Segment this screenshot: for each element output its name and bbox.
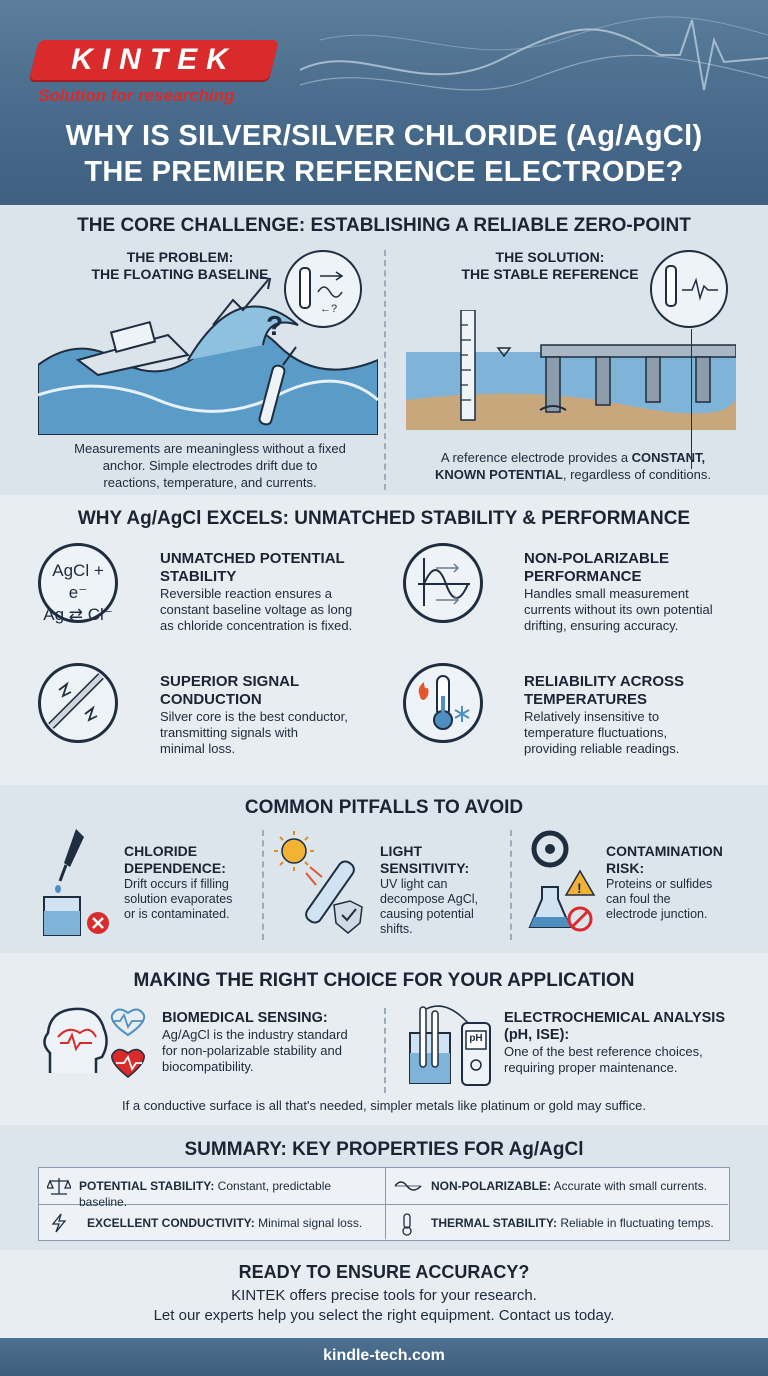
thermometer-icon (397, 1212, 417, 1236)
equation-bottom: Ag ⇄ Cl⁻ (43, 605, 113, 624)
pitfall-contamination-risk: CONTAMINATION RISK: Proteins or sulfides can foul the electrode junction. (606, 843, 723, 921)
brain-heart-icon (40, 1003, 155, 1083)
dropper-beaker-icon (40, 827, 120, 939)
header-banner (0, 0, 768, 205)
application-choice-section (0, 953, 768, 1125)
svg-text:?: ? (266, 310, 284, 341)
pitfall-light-sensitivity: LIGHT SENSITIVITY: UV light can decompose AgCl, causing potential shifts. (380, 843, 478, 936)
reaction-equation-icon (38, 543, 118, 623)
summary-thermal-stability: THERMAL STABILITY: Reliable in fluctuating temps. (431, 1216, 714, 1230)
core-challenge-section (0, 205, 768, 495)
problem-description: Measurements are meaningless without a fixed anchor. Simple electrodes drift due to reactions, temperature, and currents. (74, 441, 346, 490)
feature-potential-stability: UNMATCHED POTENTIAL STABILITY Reversible reaction ensures a constant baseline voltage as long as chloride concentration is fixed. (160, 550, 353, 633)
footer-website-link[interactable]: kindle-tech.com (323, 1347, 445, 1364)
cta-section (0, 1250, 768, 1338)
svg-text:←?: ←? (320, 303, 338, 315)
sine-wave-arrows-icon (403, 543, 483, 623)
choice-divider (384, 1008, 386, 1093)
biomedical-sensing-block: BIOMEDICAL SENSING: Ag/AgCl is the industry standard for non-polarizable stability and biocompatibility. (162, 1010, 348, 1074)
electrochemical-analysis-block: ELECTROCHEMICAL ANALYSIS (pH, ISE): One of the best reference choices, requiring proper maintenance. (504, 1010, 726, 1075)
feature-temperature-reliability: RELIABILITY ACROSS TEMPERATURES Relatively insensitive to temperature fluctuations, providing reliable readings. (524, 673, 685, 756)
feature-non-polarizable: NON-POLARIZABLE PERFORMANCE Handles small measurement currents without its own potential drifting, ensuring accuracy. (524, 550, 713, 633)
excels-heading: WHY Ag/AgCl EXCELS: UNMATCHED STABILITY & PERFORMANCE (77, 508, 691, 529)
balance-scale-icon (47, 1176, 71, 1196)
pitfall-divider-1 (262, 830, 264, 940)
core-challenge-heading: THE CORE CHALLENGE: ESTABLISHING A RELIABLE ZERO-POINT (77, 215, 691, 236)
summary-heading: SUMMARY: KEY PROPERTIES FOR Ag/AgCl (184, 1139, 584, 1160)
problem-heading: THE PROBLEM: THE FLOATING BASELINE (91, 249, 269, 282)
kintek-logo-text: KINTEK (71, 43, 237, 76)
solution-heading: THE SOLUTION: THE STABLE REFERENCE (461, 249, 639, 282)
sun-test-tube-icon (272, 827, 372, 939)
section-divider (384, 250, 386, 490)
excels-section (0, 495, 768, 785)
silver-wire-icon (38, 663, 118, 743)
application-choice-heading: MAKING THE RIGHT CHOICE FOR YOUR APPLICATION (133, 970, 635, 991)
footer-bar (0, 1338, 768, 1376)
beaker-ph-meter-icon (406, 1003, 496, 1088)
cta-text: KINTEK offers precise tools for your research. Let our experts help you select the right equipment. Contact us today. (153, 1287, 615, 1324)
pitfalls-heading: COMMON PITFALLS TO AVOID (244, 797, 524, 818)
wave-icon (393, 1176, 423, 1196)
page-title: WHY IS SILVER/SILVER CHLORIDE (Ag/AgCl) THE PREMIER REFERENCE ELECTRODE? (65, 120, 703, 188)
feature-signal-conduction: SUPERIOR SIGNAL CONDUCTION Silver core is the best conductor, transmitting signals with minimal loss. (160, 673, 348, 756)
cta-heading: READY TO ENSURE ACCURACY? (238, 1262, 530, 1282)
biohazard-flask-icon (522, 827, 602, 939)
svg-text:!: ! (577, 880, 582, 896)
summary-conductivity: EXCELLENT CONDUCTIVITY: Minimal signal loss. (87, 1216, 363, 1230)
heartbeat-wave-decoration (300, 0, 768, 110)
kintek-tagline: Solution for researching (38, 86, 235, 105)
equation-top: AgCl + e⁻ (52, 561, 104, 602)
summary-potential-stability: POTENTIAL STABILITY: Constant, predictable baseline. (79, 1179, 332, 1209)
summary-non-polarizable: NON-POLARIZABLE: Accurate with small currents. (431, 1179, 708, 1193)
lightning-icon (49, 1212, 69, 1234)
electrode-lead-line (691, 329, 692, 469)
choice-note: If a conductive surface is all that's needed, simpler metals like platinum or gold may suffice. (122, 1098, 646, 1113)
ph-meter-label: pH (469, 1033, 483, 1044)
summary-table (38, 1167, 730, 1241)
pitfall-chloride-dependence: CHLORIDE DEPENDENCE: Drift occurs if filling solution evaporates or is contaminated. (124, 843, 233, 921)
pitfall-divider-2 (510, 830, 512, 940)
stable-electrode-icon (650, 250, 728, 328)
pitfalls-section (0, 785, 768, 953)
drifting-electrode-icon (284, 250, 362, 328)
summary-section (0, 1125, 768, 1250)
solution-description: A reference electrode provides a CONSTANT, KNOWN POTENTIAL, regardless of conditions. (435, 450, 711, 482)
thermometer-fire-snow-icon (403, 663, 483, 743)
